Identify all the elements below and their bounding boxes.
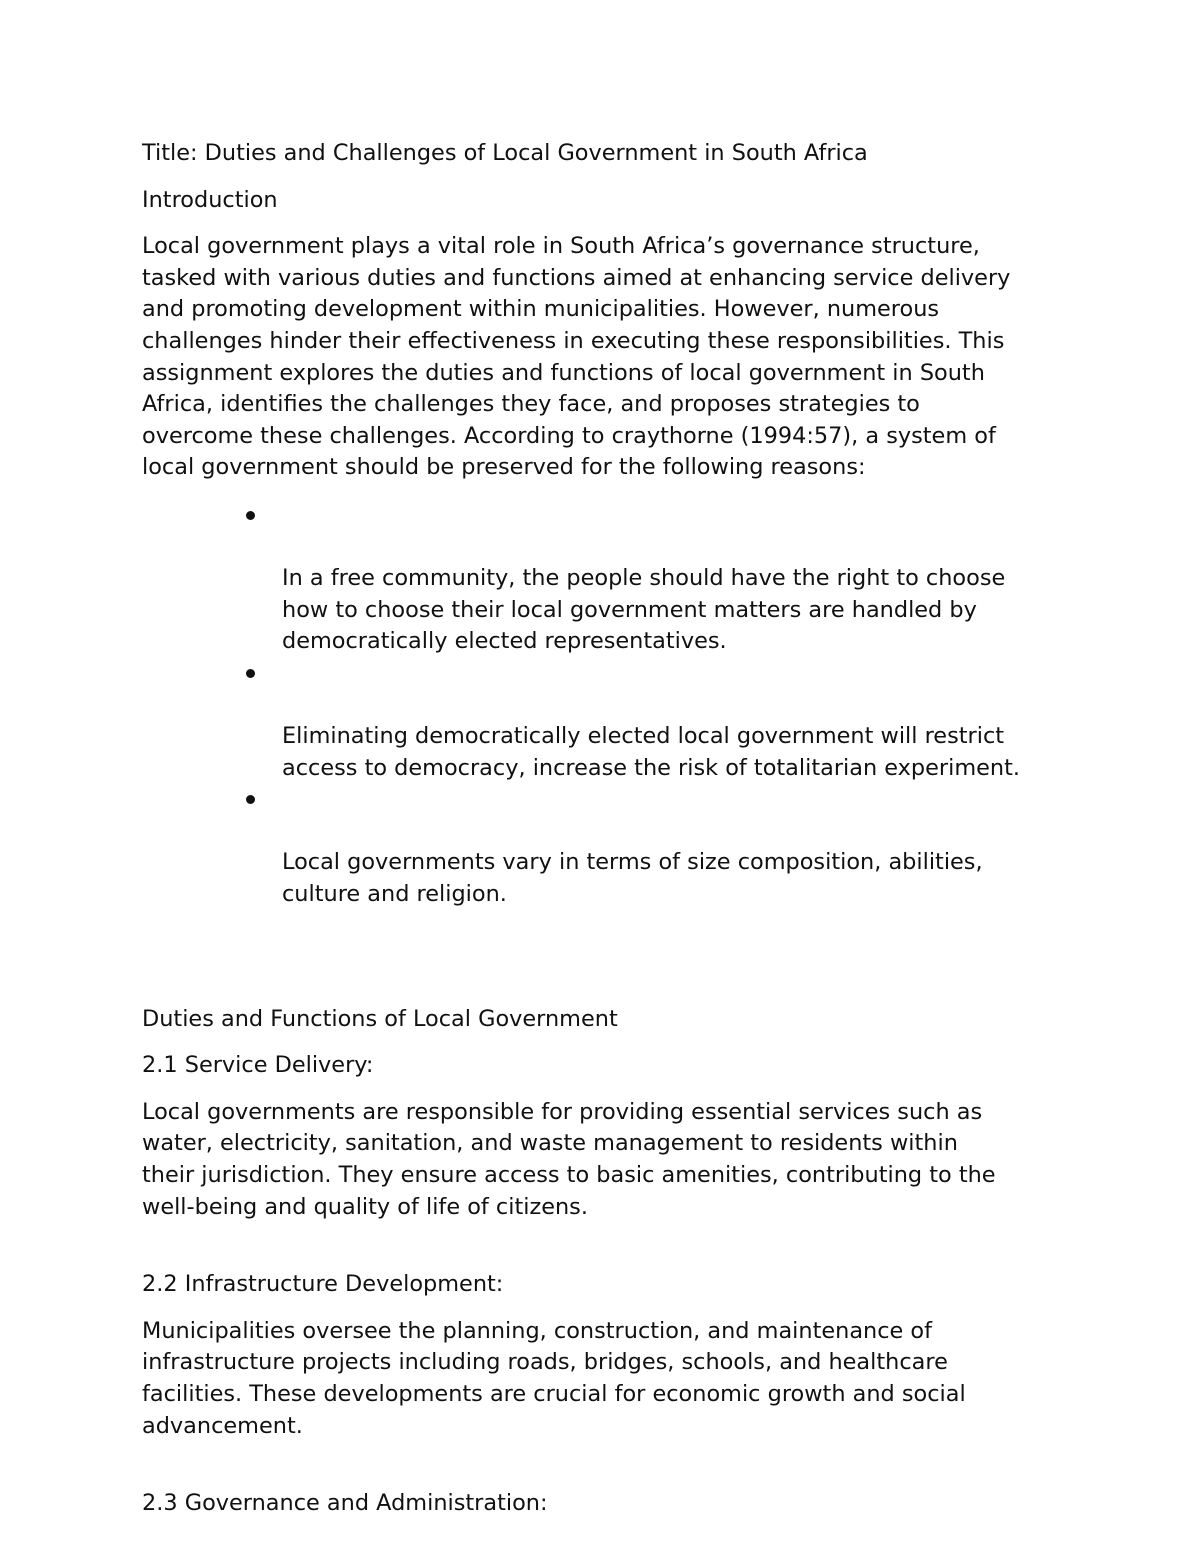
section-2-1-paragraph: Local governments are responsible for providing essential services such as water, electricity, sanitation, and waste management to residents within their jurisdiction. They ensure access to basic amenities, contributing to the well-being and quality of life of citizens. [142,1098,996,1220]
intro-heading: Introduction [142,186,278,213]
list-item-text: In a free community, the people should have the right to choose how to choose their local government matters are handled by democratically elected representatives. [282,565,1006,655]
section-2-1-heading: 2.1 Service Delivery: [142,1052,374,1079]
spacer [142,1442,1082,1488]
document-page [142,138,1082,1535]
list-item [282,658,1082,784]
list-item-text: Eliminating democratically elected local government will restrict access to democracy, increase the risk of totalitarian experiment. [282,723,1021,781]
spacer [142,1223,1082,1269]
list-item [282,784,1082,910]
spacer [142,911,1082,1004]
reasons-list [142,500,1082,911]
list-item [282,500,1082,658]
bullet-icon [246,795,255,804]
list-item-text: Local governments vary in terms of size composition, abilities, culture and religion. [282,849,983,908]
document-title: Title: Duties and Challenges of Local Government in South Africa [142,140,868,166]
bullet-icon [246,669,255,678]
section-2-3-heading: 2.3 Governance and Administration: [142,1490,548,1517]
section-2-2-heading: 2.2 Infrastructure Development: [142,1271,504,1298]
intro-paragraph: Local government plays a vital role in South Africa’s governance structure, tasked with various duties and functions aimed at enhancing service delivery and promoting development within municipalities. However, numerous challenges hinder their effectiveness in executing these responsibilities. This assignment explores the duties and functions of local government in South Africa, identifies the challenges they face, and proposes strategies to overcome these challenges. According to craythorne (1994:57), a system of local government should be preserved for the following reasons: [142,233,1011,481]
section-2-2-paragraph: Municipalities oversee the planning, construction, and maintenance of infrastructure projects including roads, bridges, schools, and healthcare facilities. These developments are crucial for economic growth and social advancement. [142,1317,966,1439]
duties-heading: Duties and Functions of Local Government [142,1005,618,1032]
bullet-icon [246,511,255,520]
